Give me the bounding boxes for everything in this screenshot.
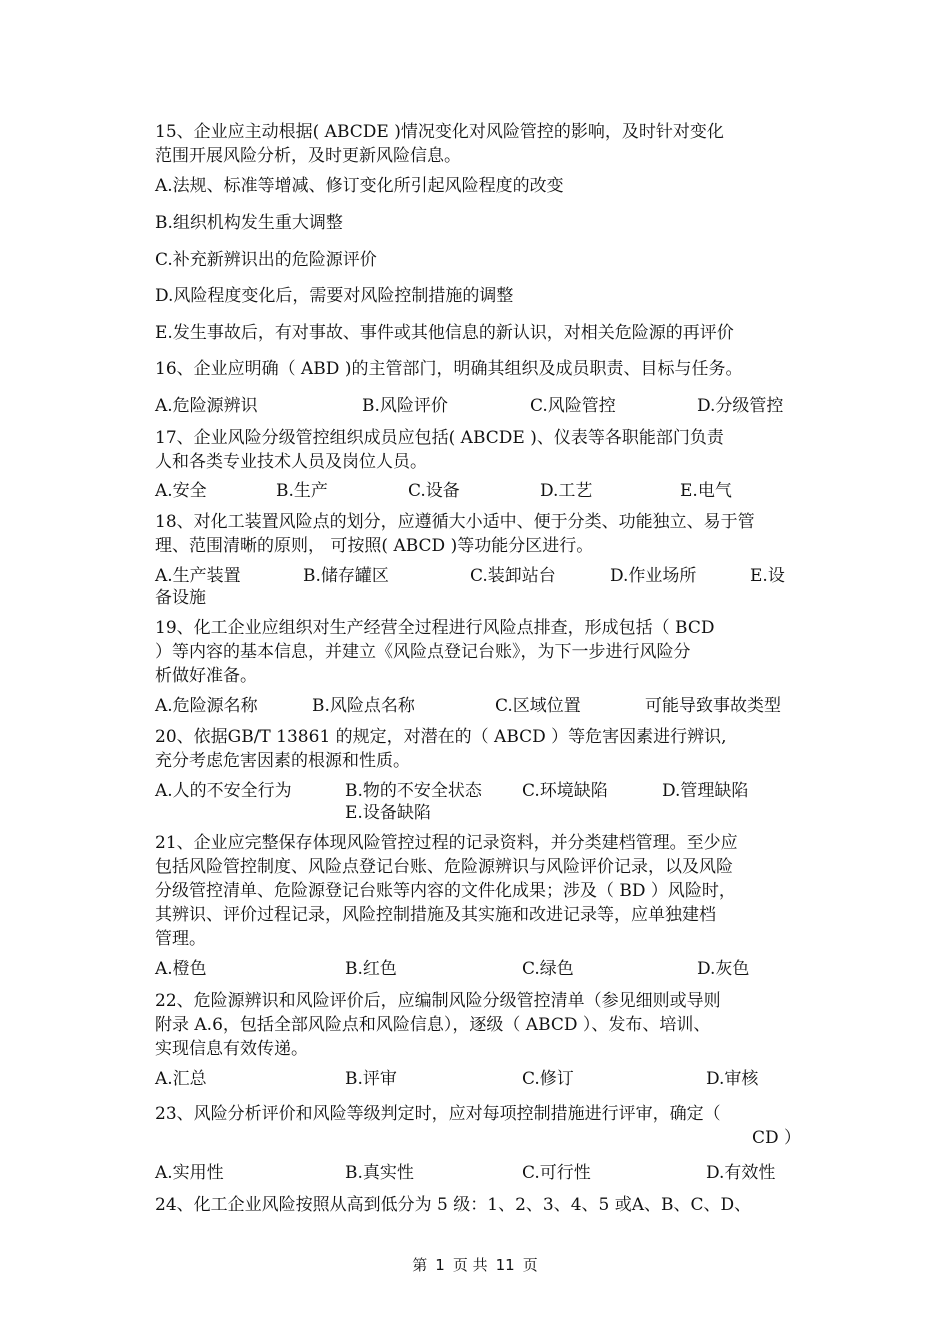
- question-17-line-1: 17、企业风险分级管控组织成员应包括( ABCDE )、仪表等各职能部门负责: [155, 428, 724, 448]
- question-23-option-c: C.可行性: [522, 1163, 591, 1183]
- question-15-option-d: D.风险程度变化后，需要对风险控制措施的调整: [155, 286, 514, 306]
- question-16-line-1: 16、企业应明确（ ABD )的主管部门，明确其组织及成员职责、目标与任务。: [155, 359, 743, 379]
- footer-page-number: 1: [435, 1256, 445, 1274]
- question-19-option-a: A.危险源名称: [155, 696, 258, 716]
- question-21-line-4: 其辨识、评价过程记录，风险控制措施及其实施和改进记录等，应单独建档: [155, 905, 716, 925]
- question-18-option-e: E.设: [750, 566, 785, 586]
- question-15-option-a: A.法规、标准等增减、修订变化所引起风险程度的改变: [155, 176, 564, 196]
- question-20-line-1: 20、依据GB/T 13861 的规定，对潜在的（ ABCD ）等危害因素进行辨识,: [155, 727, 727, 747]
- footer-total-pages: 11: [495, 1256, 515, 1274]
- question-21-line-5: 管理。: [155, 929, 206, 949]
- question-21-option-c: C.绿色: [522, 959, 574, 979]
- question-20-line-2: 充分考虑危害因素的根源和性质。: [155, 751, 410, 771]
- question-23-option-d: D.有效性: [706, 1163, 776, 1183]
- question-21-line-2: 包括风险管控制度、风险点登记台账、危险源辨识与风险评价记录，以及风险: [155, 857, 733, 877]
- question-17-option-c: C.设备: [408, 481, 460, 501]
- question-18-option-b: B.储存罐区: [303, 566, 389, 586]
- question-20-option-e: E.设备缺陷: [345, 803, 431, 823]
- question-16-option-c: C.风险管控: [530, 396, 616, 416]
- question-18-option-d: D.作业场所: [610, 566, 697, 586]
- question-23-line-1: 23、风险分析评价和风险等级判定时，应对每项控制措施进行评审，确定（: [155, 1104, 721, 1124]
- question-18-option-e-cont: 备设施: [155, 588, 206, 608]
- question-22-option-b: B.评审: [345, 1069, 397, 1089]
- question-20-option-b: B.物的不安全状态: [345, 781, 482, 801]
- question-23-option-b: B.真实性: [345, 1163, 414, 1183]
- question-17-option-d: D.工艺: [540, 481, 593, 501]
- footer-suffix: 页: [522, 1256, 538, 1274]
- question-22-line-1: 22、危险源辨识和风险评价后，应编制风险分级管控清单（参见细则或导则: [155, 991, 721, 1011]
- question-17-option-e: E.电气: [680, 481, 732, 501]
- question-20-option-d: D.管理缺陷: [662, 781, 749, 801]
- question-21-line-3: 分级管控清单、危险源登记台账等内容的文件化成果；涉及（ BD ）风险时，: [155, 881, 736, 901]
- question-19-line-3: 析做好准备。: [155, 666, 257, 686]
- question-19-option-b: B.风险点名称: [312, 696, 415, 716]
- question-18-line-1: 18、对化工装置风险点的划分，应遵循大小适中、便于分类、功能独立、易于管: [155, 512, 755, 532]
- question-24-line-1: 24、化工企业风险按照从高到低分为 5 级：1、2、3、4、5 或A、B、C、D、: [155, 1195, 752, 1215]
- question-18-line-2: 理、范围清晰的原则， 可按照( ABCD )等功能分区进行。: [155, 536, 594, 556]
- question-22-line-2: 附录 A.6，包括全部风险点和风险信息），逐级（ ABCD ）、发布、培训、: [155, 1015, 711, 1035]
- question-17-line-2: 人和各类专业技术人员及岗位人员。: [155, 452, 427, 472]
- question-22-option-c: C.修订: [522, 1069, 574, 1089]
- question-20-option-c: C.环境缺陷: [522, 781, 608, 801]
- question-15-line-1: 15、企业应主动根据( ABCDE )情况变化对风险管控的影响，及时针对变化: [155, 122, 724, 142]
- question-16-option-a: A.危险源辨识: [155, 396, 258, 416]
- question-17-option-b: B.生产: [276, 481, 328, 501]
- question-21-option-a: A.橙色: [155, 959, 207, 979]
- question-19-line-1: 19、化工企业应组织对生产经营全过程进行风险点排查，形成包括（ BCD: [155, 618, 715, 638]
- question-15-option-c: C.补充新辨识出的危险源评价: [155, 250, 377, 270]
- question-21-option-b: B.红色: [345, 959, 397, 979]
- question-19-option-d: 可能导致事故类型: [645, 696, 781, 716]
- question-20-option-a: A.人的不安全行为: [155, 781, 292, 801]
- question-21-option-d: D.灰色: [697, 959, 750, 979]
- footer-prefix: 第: [412, 1256, 428, 1274]
- question-19-line-2: ）等内容的基本信息，并建立《风险点登记台账》，为下一步进行风险分: [155, 642, 691, 662]
- question-22-option-d: D.审核: [706, 1069, 759, 1089]
- question-23-option-a: A.实用性: [155, 1163, 224, 1183]
- question-16-option-b: B.风险评价: [362, 396, 448, 416]
- question-18-option-a: A.生产装置: [155, 566, 241, 586]
- question-21-line-1: 21、企业应完整保存体现风险管控过程的记录资料，并分类建档管理。至少应: [155, 833, 738, 853]
- question-17-option-a: A.安全: [155, 481, 207, 501]
- question-22-line-3: 实现信息有效传递。: [155, 1039, 308, 1059]
- footer-mid: 页 共: [452, 1256, 488, 1274]
- question-15-option-b: B.组织机构发生重大调整: [155, 213, 343, 233]
- question-15-option-e: E.发生事故后，有对事故、事件或其他信息的新认识，对相关危险源的再评价: [155, 323, 734, 343]
- question-16-option-d: D.分级管控: [697, 396, 784, 416]
- question-15-line-2: 范围开展风险分析，及时更新风险信息。: [155, 146, 461, 166]
- question-19-option-c: C.区域位置: [495, 696, 581, 716]
- question-22-option-a: A.汇总: [155, 1069, 207, 1089]
- page-footer: [0, 1254, 950, 1275]
- question-23-line-2: CD ）: [752, 1128, 802, 1148]
- question-18-option-c: C.装卸站台: [470, 566, 556, 586]
